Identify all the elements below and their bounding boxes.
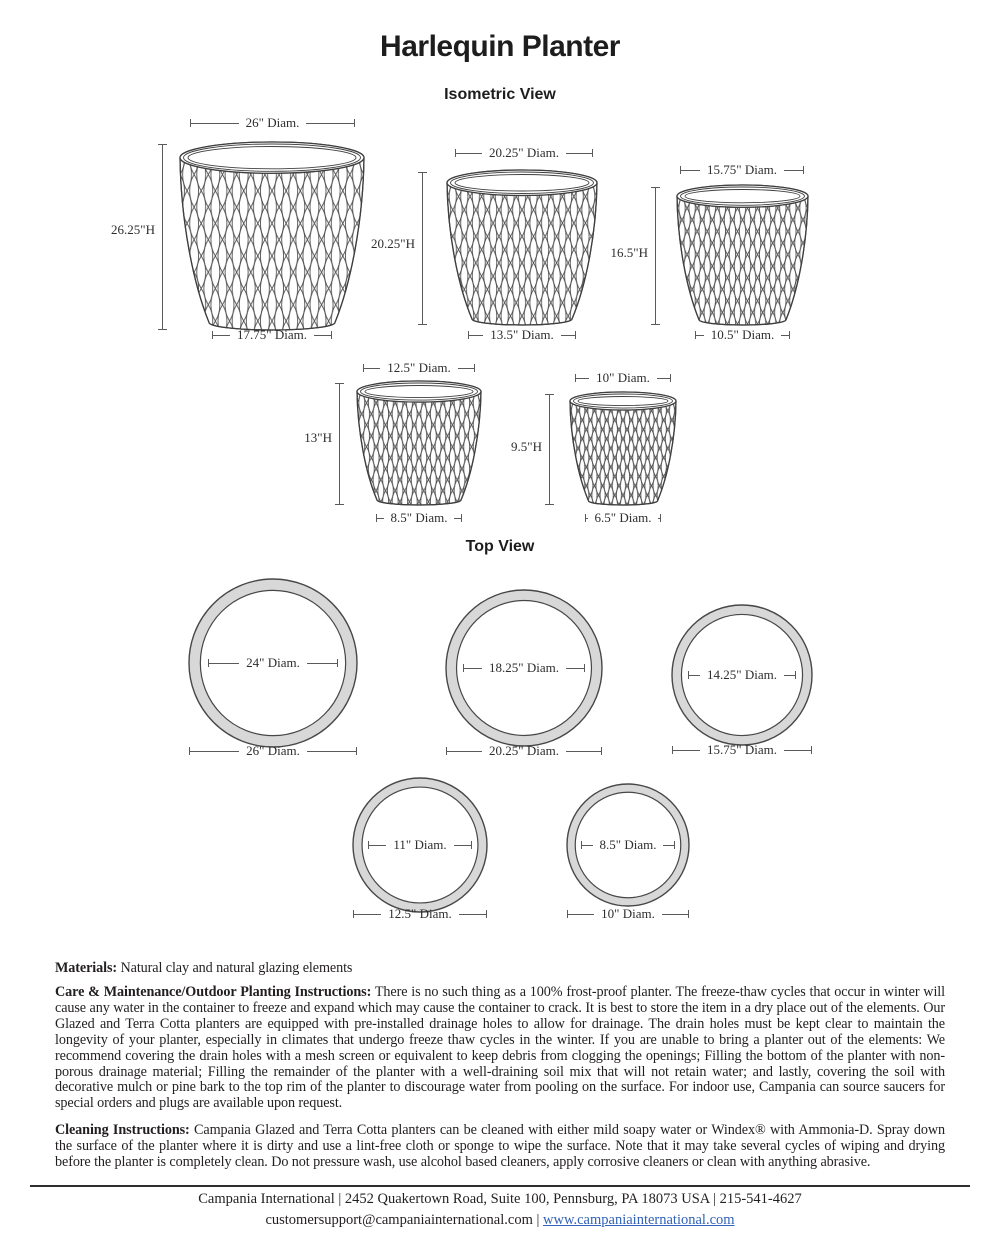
dimension-tick [335, 504, 344, 505]
dimension-label: 13.5" Diam. [490, 327, 554, 342]
dimension-label: 18.25" Diam. [489, 660, 559, 675]
height-dimension [158, 144, 167, 330]
bottom-diameter-dimension [376, 511, 462, 525]
top-diameter-dimension [190, 116, 355, 130]
inner-diameter-dimension [581, 838, 676, 852]
bottom-diameter-dimension [695, 328, 790, 342]
dimension-line [209, 663, 240, 664]
dimension-line [784, 750, 811, 751]
dimension-tick [584, 664, 585, 672]
dimension-tick [670, 374, 671, 382]
height-dimension-label: 20.25"H [371, 236, 415, 251]
footer-website-link[interactable]: www.campaniainternational.com [543, 1212, 735, 1228]
dimension-tick [592, 149, 593, 157]
dimension-line [307, 751, 356, 752]
dimension-line [190, 751, 239, 752]
dimension-label: 20.25" Diam. [489, 145, 559, 160]
dimension-tick [575, 331, 576, 339]
dimension-line [464, 668, 482, 669]
dimension-label: 10" Diam. [596, 370, 650, 385]
dimension-tick [354, 119, 355, 127]
top-diameter-dimension [455, 146, 593, 160]
outer-diameter-dimension [567, 907, 689, 921]
dimension-tick [356, 747, 357, 755]
dimension-line [582, 845, 593, 846]
care-instructions-text: There is no such thing as a 100% frost-proof planter. The freeze-thaw cycles that occur in winter will cause any water in the container to freeze and expand which may cause the container to crack. It is best to store the item in a dry place out of the elements. Our Glazed and Terra Cotta planters are equipped with pre-installed drainage holes to allow for drainage. The drain holes must be kept clear to maintain the longevity of your planter, especially in climates that undergo freeze thaw cycles in the winter. If you are unable to bring a planter out of the elements: We recommend covering the drain holes with a mesh screen or equivalent to keep debris from clogging the openings; Filling the bottom of the planter with non-porous drainage material; Filling the remainder of the planter with a well-draining soil mix that will not retain water; and lastly, covering the soil with decorative mulch or pine bark to the top rim of the planter to discourage water from pooling on the surface. For indoor use, Campania can source saucers for special orders and plugs are available upon request. [55, 984, 945, 1112]
top-diameter-dimension [363, 361, 475, 375]
footer-company-address: Campania International | 2452 Quakertown Road, Suite 100, Pennsburg, PA 18073 USA | 215-541-4627 [198, 1191, 802, 1207]
dimension-tick [337, 659, 338, 667]
bottom-diameter-dimension [468, 328, 576, 342]
dimension-label: 24" Diam. [246, 655, 300, 670]
dimension-line [655, 188, 656, 324]
dimension-line [422, 173, 423, 324]
dimension-tick [471, 841, 472, 849]
dimension-tick [474, 364, 475, 372]
bottom-diameter-dimension [585, 511, 661, 525]
dimension-label: 15.75" Diam. [707, 742, 777, 757]
dimension-label: 17.75" Diam. [237, 327, 307, 342]
dimension-tick [545, 504, 554, 505]
footer-contact-line [0, 1191, 1000, 1208]
inner-diameter-dimension [208, 656, 339, 670]
dimension-label: 15.75" Diam. [707, 162, 777, 177]
planter-drawing [443, 166, 601, 329]
dimension-line [458, 368, 474, 369]
height-dimension [335, 383, 344, 505]
care-instructions-section [55, 985, 945, 1112]
dimension-line [681, 170, 700, 171]
isometric-view-heading: Isometric View [444, 86, 556, 103]
height-dimension-label: 16.5"H [610, 245, 648, 260]
dimension-line [377, 518, 384, 519]
dimension-tick [651, 324, 660, 325]
dimension-tick [803, 166, 804, 174]
height-dimension [418, 172, 427, 325]
dimension-tick [674, 841, 675, 849]
dimension-label: 12.5" Diam. [388, 906, 452, 921]
outer-diameter-dimension [189, 744, 357, 758]
inner-diameter-dimension [368, 838, 472, 852]
dimension-label: 8.5" Diam. [390, 510, 448, 525]
dimension-line [314, 335, 331, 336]
dimension-line [781, 335, 789, 336]
dimension-label: 10.5" Diam. [710, 327, 775, 342]
outer-diameter-dimension [672, 743, 812, 757]
dimension-line [657, 378, 670, 379]
height-dimension-label: 9.5"H [511, 439, 542, 454]
dimension-tick [331, 331, 332, 339]
dimension-label: 26" Diam. [245, 115, 300, 130]
page-title: Harlequin Planter [380, 30, 620, 63]
dimension-line [213, 335, 230, 336]
dimension-tick [486, 910, 487, 918]
dimension-line [459, 914, 486, 915]
dimension-line [568, 914, 594, 915]
dimension-line [549, 395, 550, 504]
dimension-label: 20.25" Diam. [489, 743, 559, 758]
dimension-line [662, 914, 688, 915]
dimension-line [784, 170, 803, 171]
dimension-tick [795, 671, 796, 679]
planter-drawing [566, 388, 680, 509]
outer-diameter-dimension [446, 744, 602, 758]
dimension-tick [601, 747, 602, 755]
dimension-label: 12.5" Diam. [387, 360, 451, 375]
dimension-label: 26" Diam. [246, 743, 300, 758]
dimension-tick [789, 331, 790, 339]
cleaning-instructions-text: Campania Glazed and Terra Cotta planters can be cleaned with either mild soapy water or Windex® with Ammonia-D. Spray down the surface of the planter where it is dirty and use a lint-free cloth or sponge to wipe the surface. Note that it may take several cycles of wiping and drying before the planter is completely clean. Do not pressure wash, use alcohol based cleaners, apply corrosive cleaners or clean with anything abrasive. [55, 1122, 946, 1170]
dimension-line [586, 518, 588, 519]
care-instructions-label: Care & Maintenance/Outdoor Planting Instructions: [55, 984, 372, 1000]
cleaning-instructions-section [55, 1123, 945, 1171]
dimension-line [784, 675, 796, 676]
height-dimension [545, 394, 554, 505]
height-dimension [651, 187, 660, 325]
dimension-tick [461, 514, 462, 522]
height-dimension-label: 26.25"H [111, 222, 155, 237]
materials-section [55, 961, 945, 977]
dimension-line [561, 335, 575, 336]
dimension-line [456, 153, 482, 154]
dimension-line [469, 335, 483, 336]
top-diameter-dimension [575, 371, 671, 385]
dimension-tick [688, 910, 689, 918]
dimension-line [696, 335, 704, 336]
dimension-line [307, 663, 338, 664]
dimension-line [673, 750, 700, 751]
dimension-label: 8.5" Diam. [599, 837, 657, 852]
dimension-line [162, 145, 163, 329]
footer-links-line [0, 1212, 1000, 1229]
top-view-heading: Top View [465, 538, 535, 555]
dimension-line [566, 153, 592, 154]
dimension-line [566, 751, 601, 752]
dimension-tick [660, 514, 661, 522]
dimension-line [354, 914, 381, 915]
outer-diameter-dimension [353, 907, 487, 921]
footer-email: customersupport@campaniainternational.com [265, 1212, 533, 1228]
planter-drawing [673, 181, 812, 329]
dimension-line [364, 368, 380, 369]
dimension-line [566, 668, 584, 669]
dimension-line [447, 751, 482, 752]
materials-label: Materials: [55, 960, 118, 976]
dimension-label: 11" Diam. [393, 837, 447, 852]
materials-text: Natural clay and natural glazing elements [120, 960, 353, 976]
dimension-tick [811, 746, 812, 754]
top-diameter-dimension [680, 163, 804, 177]
dimension-line [339, 384, 340, 504]
dimension-line [663, 845, 674, 846]
dimension-label: 14.25" Diam. [707, 667, 777, 682]
bottom-diameter-dimension [212, 328, 332, 342]
planter-drawing [176, 138, 368, 334]
dimension-line [306, 123, 354, 124]
dimension-line [689, 675, 701, 676]
height-dimension-label: 13"H [304, 430, 332, 445]
dimension-tick [418, 324, 427, 325]
inner-diameter-dimension [688, 668, 797, 682]
dimension-tick [158, 329, 167, 330]
dimension-label: 10" Diam. [601, 906, 655, 921]
footer-divider [30, 1185, 970, 1187]
inner-diameter-dimension [463, 661, 584, 675]
cleaning-instructions-label: Cleaning Instructions: [55, 1122, 190, 1138]
planter-drawing [353, 377, 485, 509]
footer-separator: | [532, 1212, 544, 1228]
dimension-line [191, 123, 239, 124]
dimension-label: 6.5" Diam. [594, 510, 652, 525]
dimension-line [454, 845, 472, 846]
dimension-line [369, 845, 387, 846]
dimension-line [576, 378, 589, 379]
